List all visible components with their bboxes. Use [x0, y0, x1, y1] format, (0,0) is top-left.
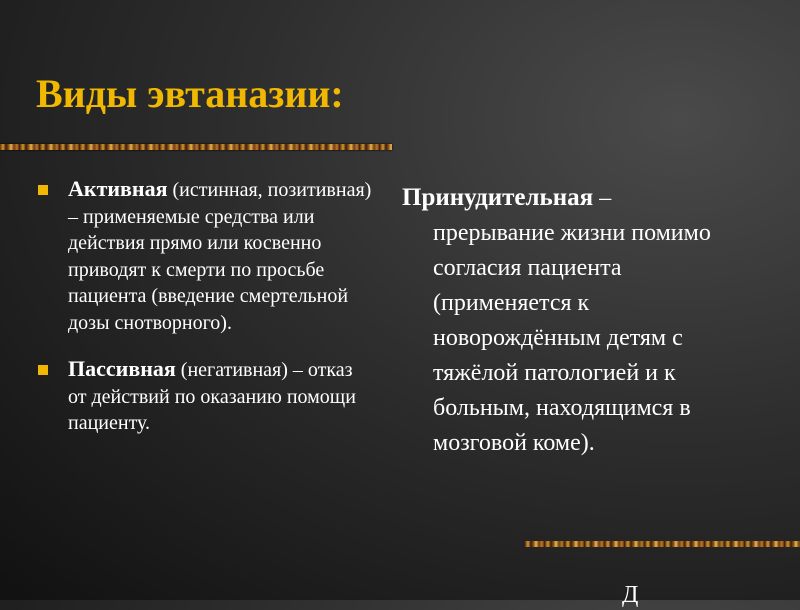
- definition-forced: прерывание жизни помимо согласия пациента (применяется к новорождённым детям с тяжёлой патологией и к больным, находящимся в мозговой коме).: [433, 220, 711, 456]
- term-forced-dash: –: [593, 185, 612, 211]
- slide-title: Виды эвтаназии:: [36, 71, 344, 116]
- left-bullet-list: [36, 176, 376, 457]
- decorative-divider-bottom: [525, 541, 800, 547]
- definition-passive: (негативная) – отказ от действий по оказанию помощи пациенту.: [68, 359, 356, 434]
- bullet-item-active: [36, 176, 376, 336]
- decorative-divider-top: [0, 144, 392, 150]
- right-text-block: [402, 180, 782, 461]
- term-active: Активная: [68, 176, 168, 201]
- square-bullet-icon: [38, 185, 48, 195]
- square-bullet-icon: [38, 365, 48, 375]
- term-forced: Принудительная: [402, 184, 594, 211]
- bullet-item-passive: [36, 356, 376, 437]
- term-passive: Пассивная: [68, 356, 176, 381]
- cut-off-text-fragment: Д: [622, 582, 639, 608]
- definition-active: (истинная, позитивная) – применяемые средства или действия прямо или косвенно приводят к смерти по просьбе пациента (введение смертельной дозы снотворного).: [68, 179, 372, 334]
